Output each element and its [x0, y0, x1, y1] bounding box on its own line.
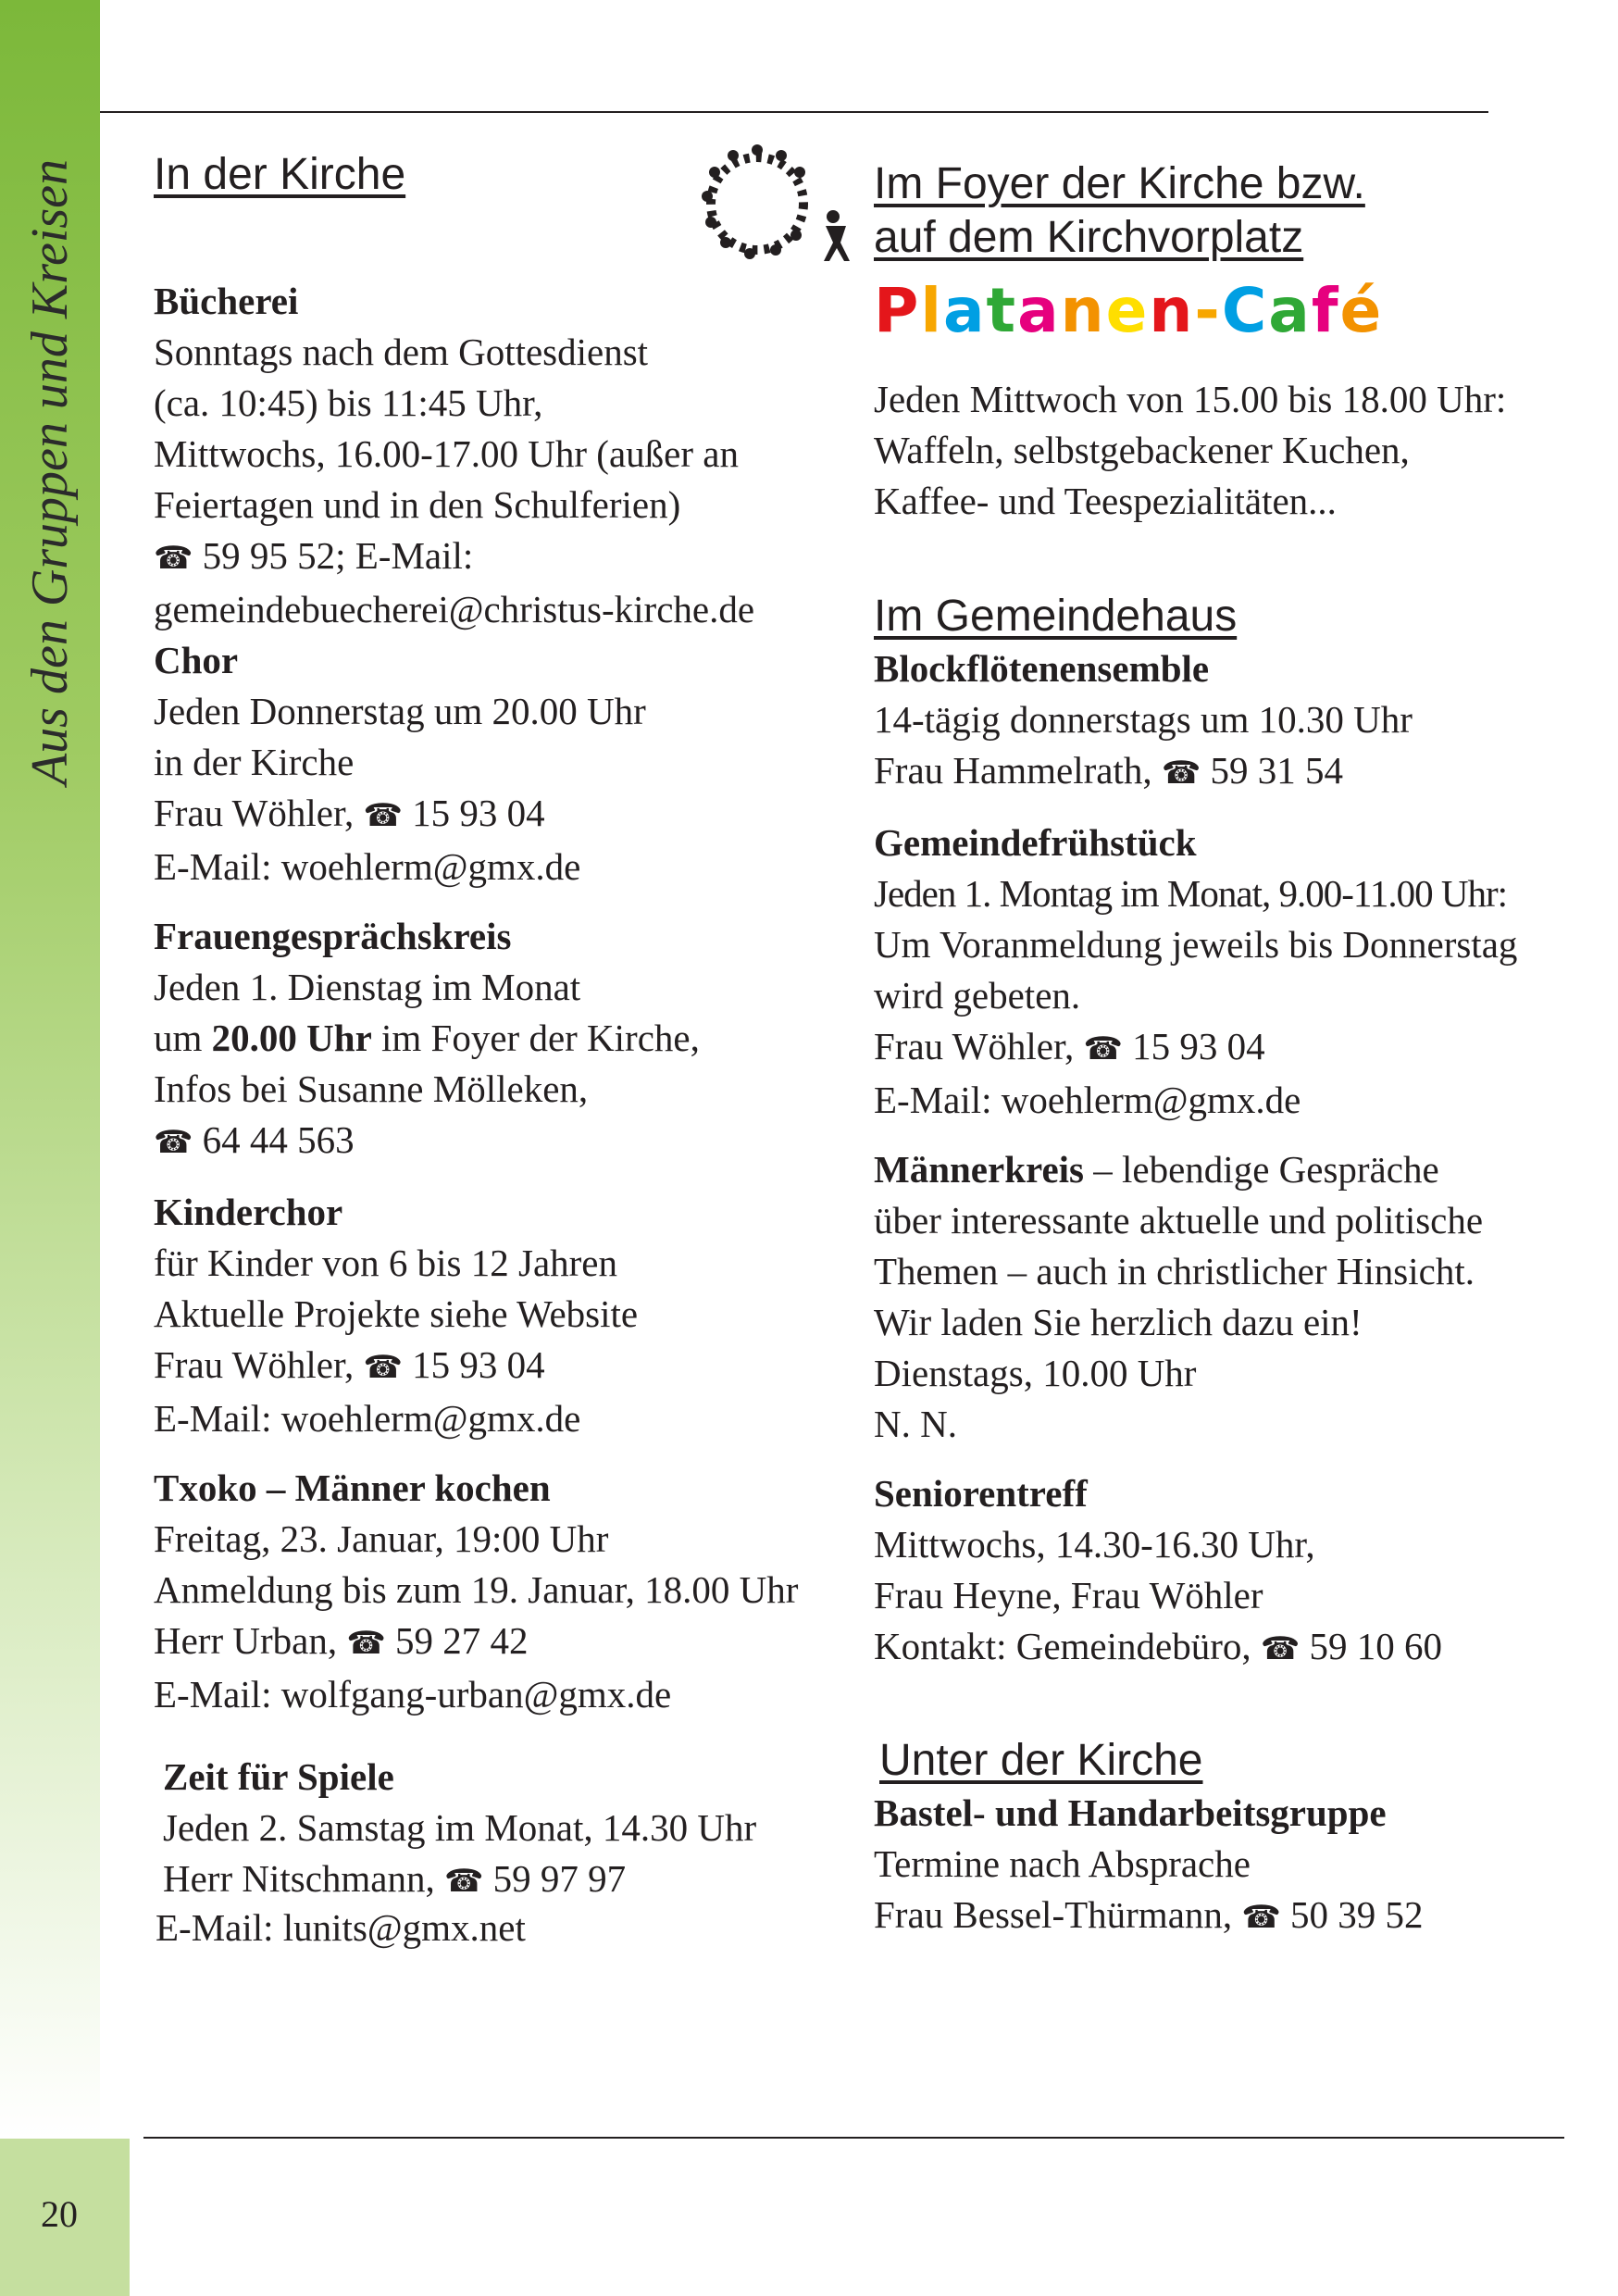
- cafe-logo-letter: n: [1149, 275, 1195, 346]
- spiele-line: Jeden 2. Samstag im Monat, 14.30 Uhr: [163, 1806, 757, 1849]
- senioren-contact: Kontakt: Gemeindebüro,: [874, 1625, 1251, 1667]
- kinderchor-phone: 15 93 04: [412, 1343, 545, 1386]
- telephone-icon: ☎: [363, 797, 403, 834]
- telephone-icon: ☎: [1161, 755, 1201, 792]
- cafe-logo-letter: f: [1311, 275, 1340, 346]
- section-blockfloeten: [874, 643, 1596, 799]
- fruehstueck-line: Jeden 1. Montag im Monat, 9.00-11.00 Uhr:: [874, 872, 1508, 915]
- section-buecherei: [154, 276, 857, 635]
- fruehstueck-contact-line: [874, 1021, 1596, 1075]
- cafe-logo-letter: C: [1221, 275, 1269, 346]
- buecherei-line: (ca. 10:45) bis 11:45 Uhr,: [154, 381, 543, 424]
- telephone-icon: ☎: [1260, 1630, 1301, 1667]
- block-phone: 59 31 54: [1210, 749, 1343, 792]
- fruehstueck-line: Um Voranmeldung jeweils bis Donnerstag: [874, 923, 1518, 966]
- block-contact-line: [874, 745, 1596, 799]
- spiele-phone: 59 97 97: [492, 1857, 627, 1900]
- cafe-logo-letter: P: [874, 275, 921, 346]
- senioren-contact-line: [874, 1621, 1596, 1675]
- fruehstueck-contact: Frau Wöhler,: [874, 1025, 1075, 1067]
- left-column: [154, 148, 857, 1949]
- heading-foyer-line2: auf dem Kirchvorplatz: [874, 213, 1304, 262]
- fruehstueck-title: Gemeindefrühstück: [874, 821, 1197, 864]
- telephone-icon: ☎: [363, 1349, 403, 1386]
- telephone-icon: ☎: [154, 1124, 193, 1161]
- chor-line: in der Kirche: [154, 741, 355, 783]
- platanen-cafe-logo: [874, 274, 1596, 348]
- page-number: 20: [41, 2193, 78, 2235]
- frauen-phone-line: [154, 1115, 857, 1168]
- cafe-logo-letter: a: [943, 275, 987, 346]
- cafe-line: Jeden Mittwoch von 15.00 bis 18.00 Uhr:: [874, 378, 1507, 420]
- kinderchor-line: Aktuelle Projekte siehe Website: [154, 1292, 639, 1335]
- buecherei-phone-line: [154, 530, 857, 584]
- chor-contact-line: [154, 788, 857, 842]
- cafe-logo-letter: a: [1017, 275, 1061, 346]
- frauen-time: 20.00 Uhr: [211, 1017, 372, 1059]
- chor-title: Chor: [154, 639, 239, 681]
- kinderchor-email: E-Mail: woehlerm@gmx.de: [154, 1397, 581, 1440]
- maenner-title-rest: – lebendige Gespräche: [1084, 1148, 1439, 1191]
- frauen-time-pre: um: [154, 1017, 212, 1059]
- buecherei-line: Sonntags nach dem Gottesdienst: [154, 331, 649, 373]
- section-frauengespraechskreis: [154, 911, 857, 1168]
- maenner-line: N. N.: [874, 1403, 957, 1445]
- senioren-title: Seniorentreff: [874, 1472, 1088, 1515]
- frauen-time-line: [154, 1013, 857, 1064]
- bastel-contact-line: [874, 1890, 1596, 1943]
- buecherei-line: Feiertagen und in den Schulferien): [154, 483, 681, 526]
- frauen-line: Jeden 1. Dienstag im Monat: [154, 966, 581, 1008]
- section-seniorentreff: [874, 1468, 1596, 1675]
- maenner-line: Themen – auch in christlicher Hinsicht.: [874, 1250, 1475, 1292]
- maenner-title: Männerkreis: [874, 1148, 1085, 1191]
- maenner-line: über interessante aktuelle und politische: [874, 1199, 1484, 1242]
- kinderchor-title: Kinderchor: [154, 1191, 343, 1233]
- block-title: Blockflötenensemble: [874, 647, 1210, 690]
- senioren-line: Mittwochs, 14.30-16.30 Uhr,: [874, 1523, 1315, 1566]
- section-maennerkreis: [874, 1144, 1596, 1450]
- cafe-line: Kaffee- und Teespezialitäten...: [874, 480, 1337, 522]
- frauen-line: Infos bei Susanne Mölleken,: [154, 1067, 589, 1110]
- heading-unter-der-kirche: Unter der Kirche: [879, 1736, 1203, 1785]
- fruehstueck-phone: 15 93 04: [1132, 1025, 1265, 1067]
- telephone-icon: ☎: [1241, 1899, 1281, 1936]
- chor-contact: Frau Wöhler,: [154, 792, 355, 834]
- kinderchor-contact-line: [154, 1340, 857, 1393]
- cafe-logo-letter: a: [1268, 275, 1312, 346]
- heading-in-der-kirche: In der Kirche: [154, 150, 406, 199]
- bastel-line: Termine nach Absprache: [874, 1842, 1251, 1885]
- kinderchor-contact: Frau Wöhler,: [154, 1343, 355, 1386]
- spiele-contact: Herr Nitschmann,: [163, 1857, 435, 1900]
- bottom-rule: [143, 2137, 1564, 2139]
- frauen-title: Frauengesprächskreis: [154, 915, 512, 957]
- section-chor: [154, 635, 857, 892]
- maenner-line: Wir laden Sie herzlich dazu ein!: [874, 1301, 1363, 1343]
- bastel-contact: Frau Bessel-Thürmann,: [874, 1893, 1233, 1936]
- section-cafe: [874, 374, 1596, 527]
- right-column: [874, 157, 1596, 1943]
- telephone-icon: ☎: [154, 540, 193, 577]
- txoko-phone: 59 27 42: [394, 1619, 529, 1662]
- telephone-icon: ☎: [1083, 1030, 1123, 1067]
- fruehstueck-line: wird gebeten.: [874, 974, 1081, 1017]
- chor-email: E-Mail: woehlerm@gmx.de: [154, 845, 581, 888]
- cafe-logo-letter: n: [1060, 275, 1106, 346]
- bastel-title: Bastel- und Handarbeitsgruppe: [874, 1791, 1387, 1834]
- spiele-title: Zeit für Spiele: [163, 1755, 394, 1798]
- txoko-line: Anmeldung bis zum 19. Januar, 18.00 Uhr: [154, 1568, 799, 1611]
- maenner-line: Dienstags, 10.00 Uhr: [874, 1352, 1197, 1394]
- frauen-time-post: im Foyer der Kirche,: [371, 1017, 700, 1059]
- txoko-contact-line: [154, 1616, 857, 1669]
- bastel-phone: 50 39 52: [1290, 1893, 1424, 1936]
- maenner-title-line: [874, 1144, 1596, 1195]
- section-gemeindefruehstueck: [874, 817, 1596, 1126]
- txoko-email: E-Mail: wolfgang-urban@gmx.de: [154, 1673, 672, 1716]
- buecherei-line: Mittwochs, 16.00-17.00 Uhr (außer an: [154, 432, 739, 475]
- block-line: 14-tägig donnerstags um 10.30 Uhr: [874, 698, 1413, 741]
- senioren-line: Frau Heyne, Frau Wöhler: [874, 1574, 1263, 1616]
- chor-line: Jeden Donnerstag um 20.00 Uhr: [154, 690, 646, 732]
- fruehstueck-email: E-Mail: woehlerm@gmx.de: [874, 1079, 1301, 1121]
- kinderchor-line: für Kinder von 6 bis 12 Jahren: [154, 1242, 618, 1284]
- telephone-icon: ☎: [346, 1625, 386, 1662]
- cafe-logo-letter: é: [1339, 275, 1384, 346]
- cafe-line: Waffeln, selbstgebackener Kuchen,: [874, 429, 1410, 471]
- buecherei-email: gemeindebuecherei@christus-kirche.de: [154, 588, 755, 630]
- cafe-logo-letter: -: [1194, 275, 1222, 346]
- cafe-logo-text: [874, 275, 1383, 346]
- spiele-email: E-Mail: lunits@gmx.net: [156, 1906, 526, 1949]
- spiele-contact-line: [163, 1853, 857, 1907]
- txoko-title: Txoko – Männer kochen: [154, 1466, 551, 1509]
- cafe-logo-letter: l: [920, 275, 943, 346]
- section-kinderchor: [154, 1187, 857, 1444]
- buecherei-phone: 59 95 52; E-Mail:: [202, 534, 474, 577]
- senioren-phone: 59 10 60: [1309, 1625, 1442, 1667]
- heading-gemeindehaus: Im Gemeindehaus: [874, 592, 1238, 641]
- txoko-contact: Herr Urban,: [154, 1619, 338, 1662]
- frauen-phone: 64 44 563: [202, 1118, 355, 1161]
- section-zeit-fuer-spiele: [154, 1752, 857, 1949]
- block-contact: Frau Hammelrath,: [874, 749, 1152, 792]
- telephone-icon: ☎: [444, 1863, 484, 1900]
- heading-foyer-line1: Im Foyer der Kirche bzw.: [874, 159, 1365, 208]
- cafe-logo-letter: e: [1105, 275, 1150, 346]
- top-rule: [100, 111, 1488, 113]
- section-txoko: [154, 1463, 857, 1720]
- txoko-line: Freitag, 23. Januar, 19:00 Uhr: [154, 1517, 609, 1560]
- section-bastelgruppe: [874, 1788, 1596, 1943]
- chor-phone: 15 93 04: [412, 792, 545, 834]
- buecherei-title: Bücherei: [154, 280, 299, 322]
- sidebar-title: Aus den Gruppen und Kreisen: [21, 158, 79, 786]
- cafe-logo-letter: t: [986, 275, 1018, 346]
